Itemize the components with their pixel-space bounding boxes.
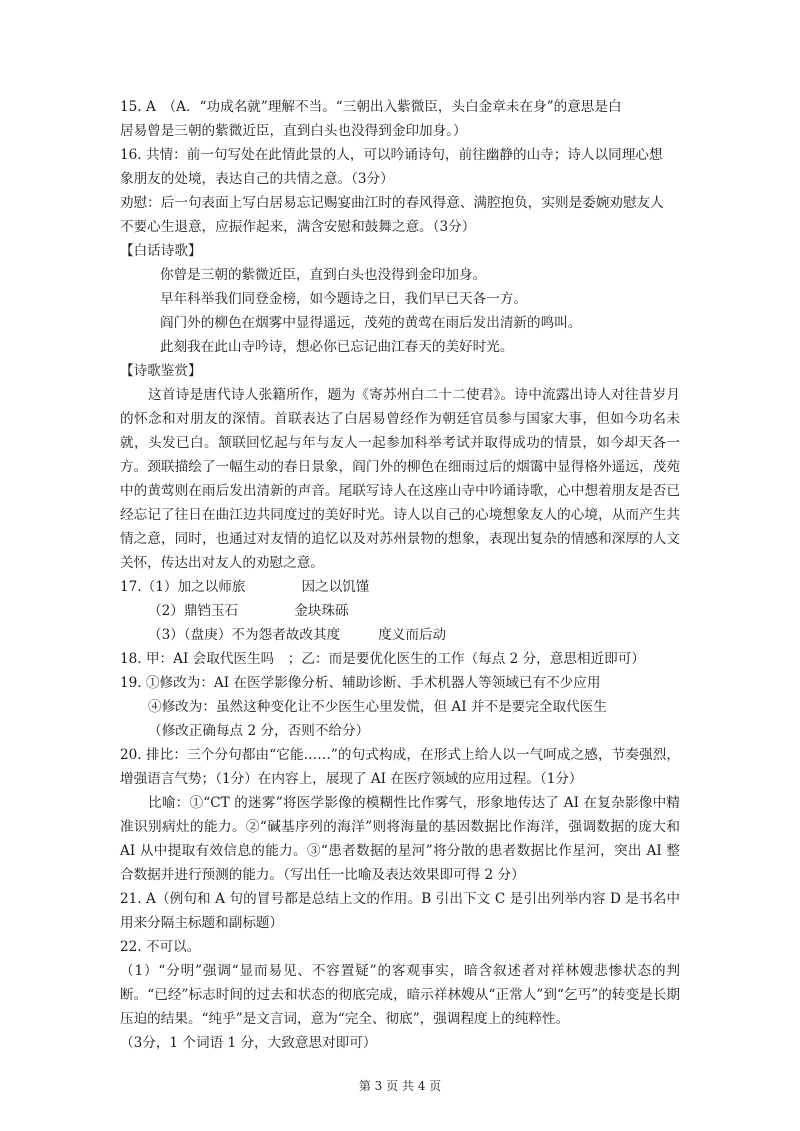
- section-heading-jianshang: 【诗歌鉴赏】: [120, 363, 202, 379]
- jianshang-paragraph: 这首诗是唐代诗人张籍所作，题为《寄苏州白二十二使君》。诗中流露出诗人对往昔岁月的怀念和对朋友的深情。首联表达了白居易曾经作为朝廷官员参与国家大事，但如今功名未就，头发已白。颔联回忆起与年与友人一起参加科举考试并取得成功的情景，如今却天各一方。颈联描绘了一幅生动的春日景象，阎门外的柳色在细雨过后的烟霭中显得格外遥远，茂苑中的黄莺则在雨后发出清新的声音。尾联写诗人在这座山寺中吟诵诗歌，心中想着朋友是否已经忘记了往日在曲江边共同度过的美好时光。诗人以自己的心境想象友人的心境，从而产生共情之意，同时，也通过对友情的追忆以及对苏州景物的想象，表现出复杂的情感和深厚的人文关怀，传达出对友人的劝慰之意。: [120, 387, 680, 571]
- answer-16-line3: 劝慰：后一句表面上写白居易忘记赐宴曲江时的春风得意、满腔抱负，实则是委婉劝慰友人: [120, 195, 664, 211]
- answer-17-1: [120, 575, 680, 599]
- answer-17-2: [120, 599, 680, 623]
- answer-17-3: [120, 623, 680, 647]
- page-footer: 第 3 页 共 4 页: [358, 1079, 442, 1093]
- answer-16-line1: 16. 共情：前一句写处在此情此景的人，可以吟诵诗句，前往幽静的山寺；诗人以同理心想: [120, 147, 663, 163]
- answer-22-detail: （1）“分明”强调“显而易见、不容置疑”的客观事实，暗含叙述者对祥林嫂悲惨状态的判断。“已经”标志时间的过去和状态的彻底完成，暗示祥林嫂从“正常人”到“乞丐”的转变是长期压迫的结果。“纯乎”是文言词，意为“完全、彻底”，强调程度上的纯粹性。: [120, 963, 680, 1027]
- answer-20-biyu: 比喻：①“CT 的迷雾”将医学影像的模糊性比作雾气，形象地传达了 AI 在复杂影像中精准识别病灶的能力。②“碱基序列的海洋”则将海量的基因数据比作海洋，强调数据的庞大和 AI 从中提取有效信息的能力。③“患者数据的星河”将分散的患者数据比作星河，突出 AI 整合数据并进行预测的能力。（写出任一比喻及表达效果即可得 2 分）: [120, 795, 680, 883]
- answer-16-line2: 象朋友的处境，表达自己的共情之意。（3分）: [120, 171, 394, 187]
- answer-19-line3: （修改正确每点 2 分，否则不给分）: [148, 723, 370, 739]
- answer-20-paibi: 20. 排比：三个分句都由“它能……”的句式构成，在形式上给人以一气呵成之感，节奏强烈，增强语言气势；（1分）在内容上，展现了 AI 在医疗领域的应用过程。（1分）: [120, 747, 680, 787]
- answer-15-line1: 15. A （A．“功成名就”理解不当。“三朝出入紫微臣，头白金章未在身”的意思是白: [120, 99, 622, 115]
- answer-19-line2: ④修改为：虽然这种变化让不少医生心里发慌，但 AI 并不是要完全取代医生: [148, 699, 607, 715]
- answer-17-3a: （3）（盘庚）不为怨者故改其度: [148, 627, 341, 643]
- baihua-line: 此刻我在此山寺吟诗，想必你已忘记曲江春天的美好时光。: [160, 339, 514, 355]
- answer-19-line1: 19. ①修改为：AI 在医学影像分析、辅助诊断、手术机器人等领域已有不少应用: [120, 675, 601, 691]
- answer-15-line2: 居易曾是三朝的紫微近臣，直到白头也没得到金印加身。）: [120, 123, 467, 139]
- answer-17-1a: 17.（1）加之以师旅: [120, 579, 246, 595]
- answer-18: 18. 甲：AI 会取代医生吗 ；乙：而是要优化医生的工作（每点 2 分，意思相近即可）: [120, 651, 645, 667]
- answer-17-2b: 金块珠砾: [294, 603, 349, 619]
- answer-document: [120, 95, 680, 1055]
- answer-17-2a: （2）鼎铛玉石: [148, 603, 239, 619]
- answer-21: 21. A（例句和 A 句的冒号都是总结上文的作用。B 引出下文 C 是引出列举内容 D 是书名中用来分隔主标题和副标题）: [120, 891, 680, 931]
- section-heading-baihua: 【白话诗歌】: [120, 243, 202, 259]
- baihua-line: 阎门外的柳色在烟雾中显得遥远，茂苑的黄莺在雨后发出清新的鸣叫。: [160, 315, 582, 331]
- baihua-line: 你曾是三朝的紫微近臣，直到白头也没得到金印加身。: [160, 267, 487, 283]
- answer-17-1b: 因之以饥馑: [301, 579, 370, 595]
- answer-22-score: （3分，1 个词语 1 分，大致意思对即可）: [120, 1035, 377, 1051]
- answer-17-3b: 度义而后动: [378, 627, 447, 643]
- answer-16-line4: 不要心生退意，应振作起来，满含安慰和鼓舞之意。（3分）: [120, 219, 476, 235]
- answer-22: 22. 不可以。: [120, 939, 201, 955]
- baihua-line: 早年科举我们同登金榜，如今题诗之日，我们早已天各一方。: [160, 291, 528, 307]
